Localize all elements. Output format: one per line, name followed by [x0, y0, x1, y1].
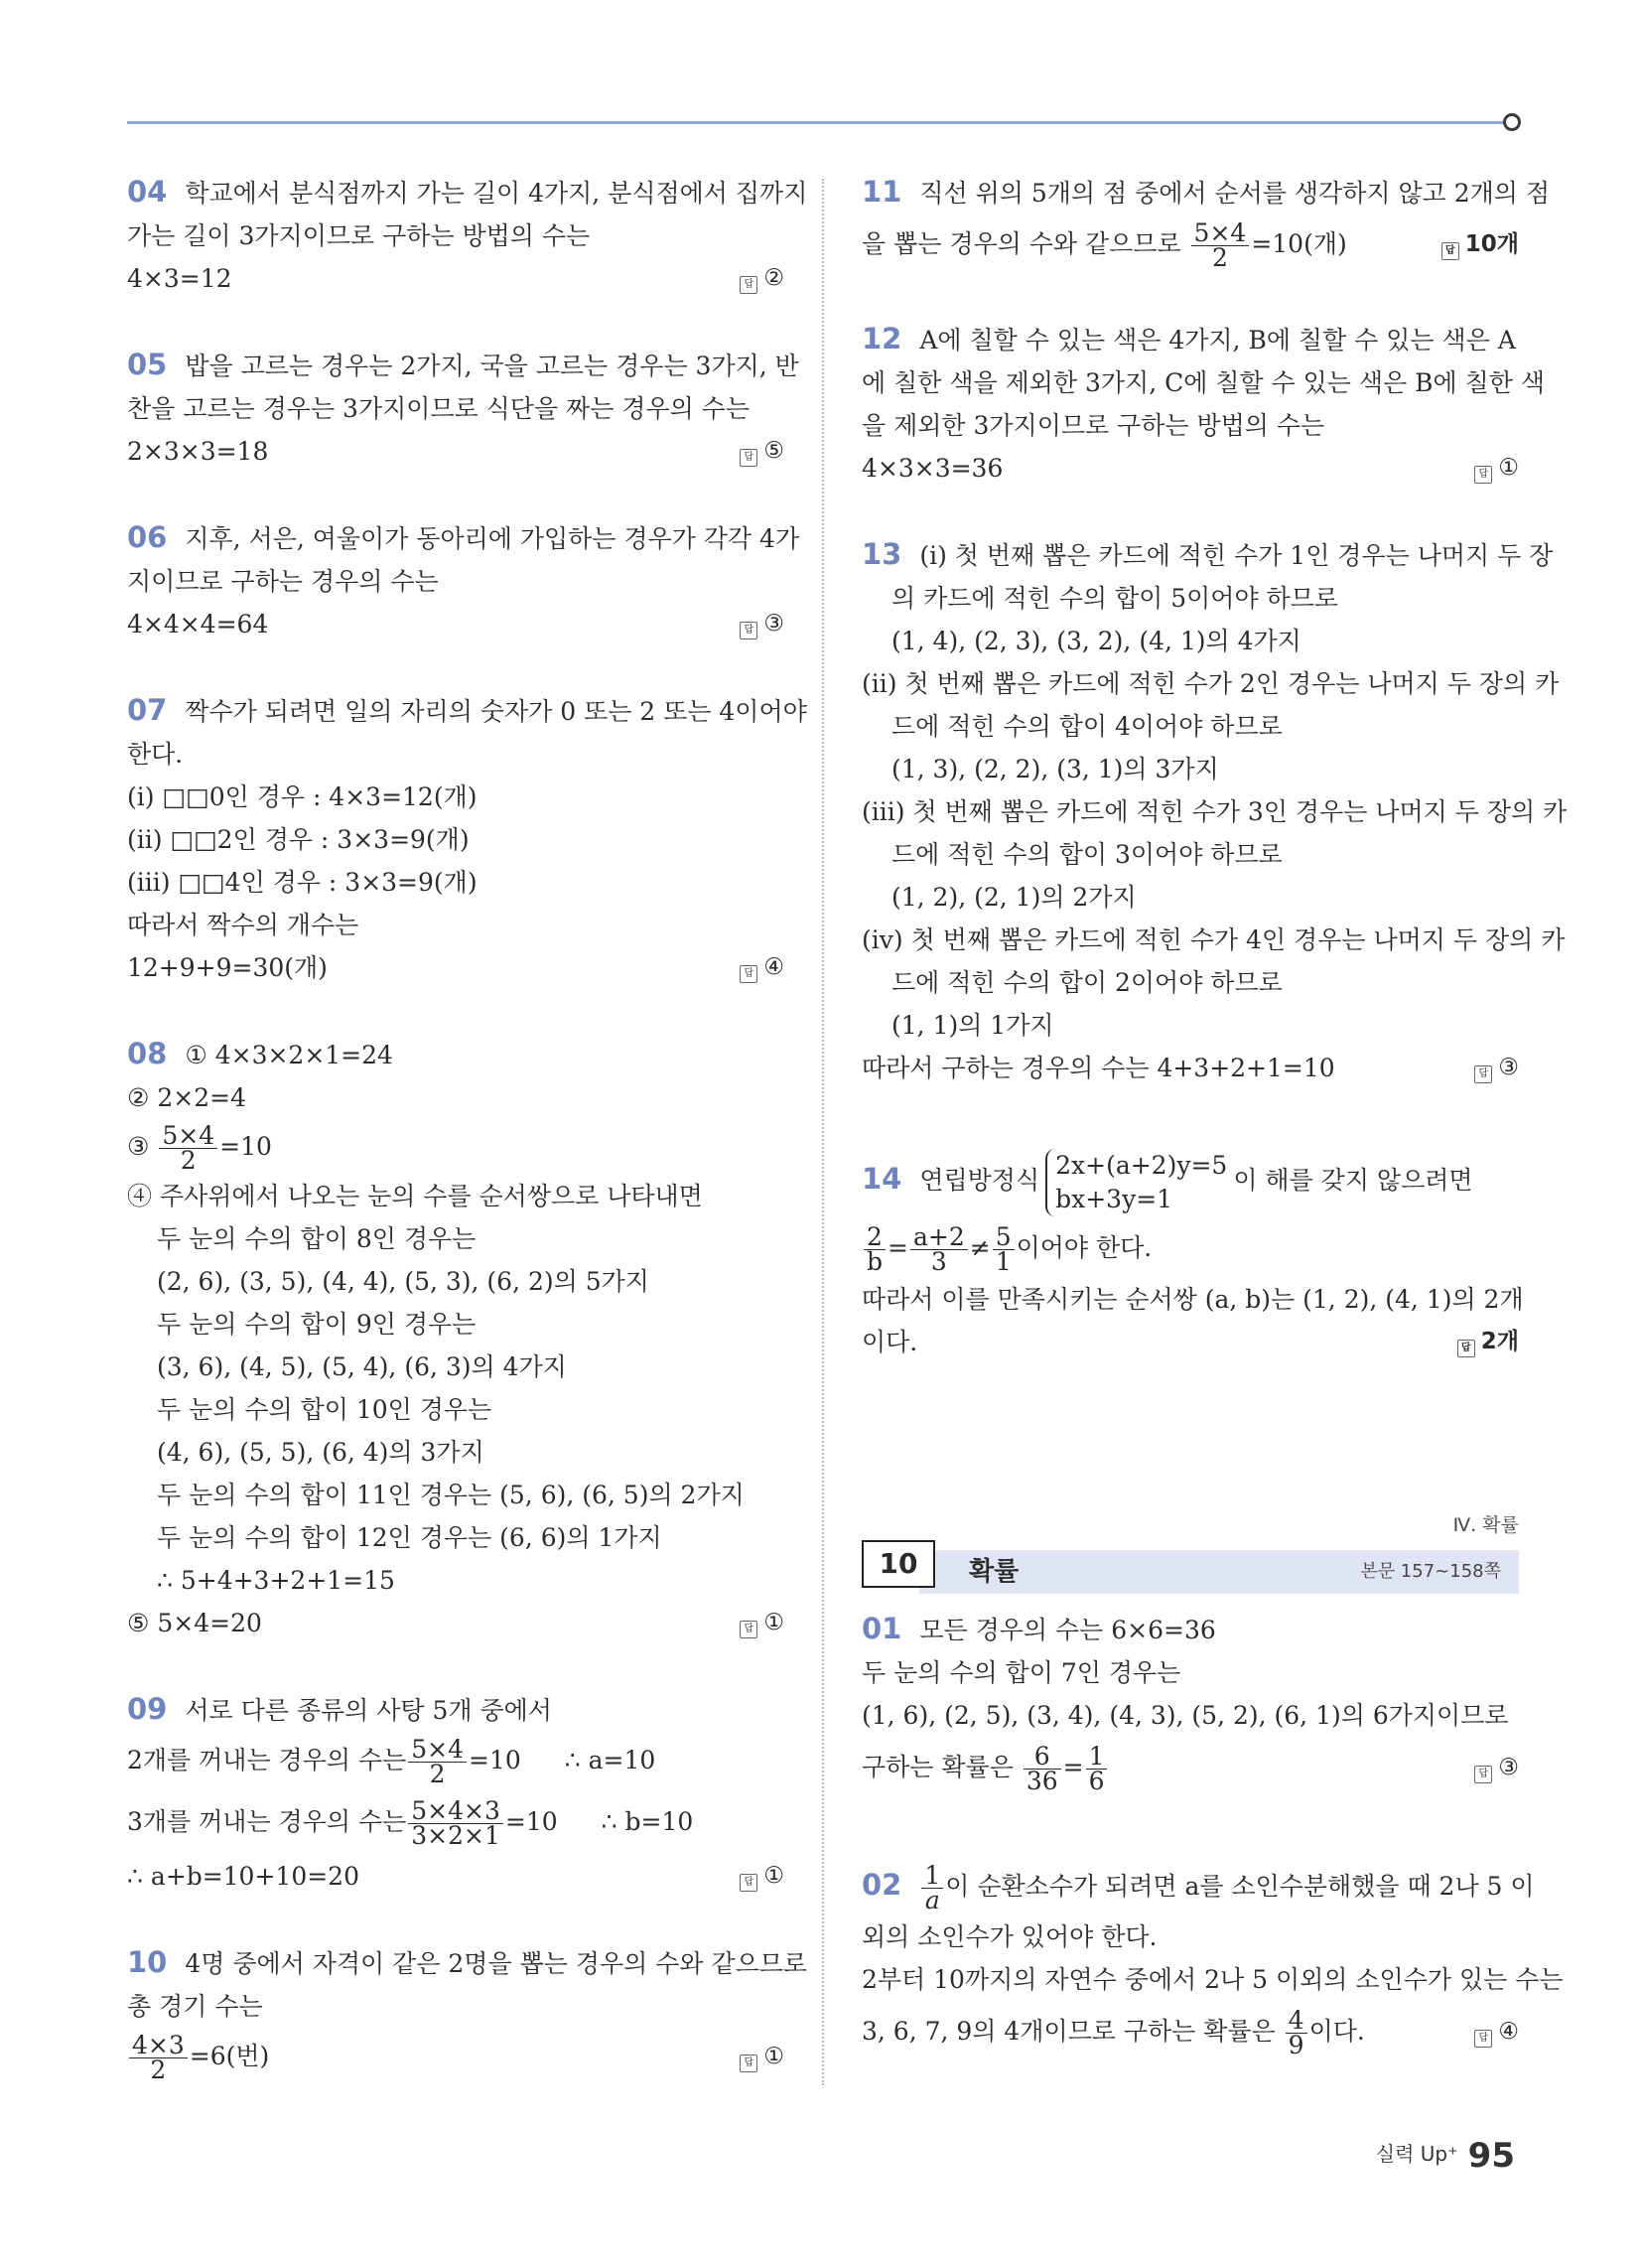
answer-badge: 답 ④	[740, 946, 784, 989]
solution-equation: 모든 경우의 수는 6×6=36	[919, 1616, 1216, 1644]
solution-text: 한다.	[127, 740, 184, 769]
answer-icon: 답	[740, 2055, 757, 2072]
answer-badge: 답 ①	[740, 1602, 784, 1644]
solution-text: 서로 다른 종류의 사탕 5개 중에서	[185, 1696, 552, 1725]
solution-text: (1, 3), (2, 2), (3, 1)의 3가지	[891, 755, 1219, 783]
problem-01: 01 모든 경우의 수는 6×6=36 두 눈의 수의 합이 7인 경우는 (1, 6), (2, 5), (3, 4), (4, 3), (5, 2), (6, 1)의 6가지이므로 구하는 확률은 $\frac{6}{36}$ = $\frac{1}{6}$ 답 ③	[862, 1608, 1519, 1798]
problem-06	[127, 516, 800, 645]
fraction: $\frac{1}{6}$	[1086, 1745, 1108, 1793]
solution-text: 드에 적힌 수의 합이 4이어야 하므로	[891, 712, 1283, 741]
solution-equation: 4×3=12	[127, 264, 232, 293]
solution-text: 을 제외한 3가지이므로 구하는 방법의 수는	[862, 411, 1325, 440]
fraction: $\frac{4\times 3}{2}$	[129, 2034, 188, 2082]
answer-badge: 답 ①	[1474, 447, 1519, 490]
fraction: $\frac{4}{9}$	[1286, 2009, 1307, 2057]
solution-text: ④ 주사위에서 나오는 눈의 수를 순서쌍으로 나타내면	[127, 1182, 703, 1210]
fraction: $\frac{5\times 4\times 3}{3\times 2\times 1}$	[408, 1799, 503, 1848]
solution-text: A에 칠할 수 있는 색은 4가지, B에 칠할 수 있는 색은 A	[919, 326, 1516, 354]
footer-label: 실력 Up⁺	[1375, 2142, 1458, 2166]
answer-badge: 답 ③	[1474, 1047, 1519, 1089]
solution-text: 따라서 짝수의 개수는	[127, 911, 359, 939]
answer-icon: 답	[1457, 1340, 1475, 1357]
solution-text: 짝수가 되려면 일의 자리의 숫자가 0 또는 2 또는 4이어야	[185, 697, 807, 726]
solution-text: 직선 위의 5개의 점 중에서 순서를 생각하지 않고 2개의 점	[919, 179, 1550, 208]
solution-equation: ∴ 5+4+3+2+1=15	[157, 1566, 395, 1595]
case-line: (ⅱ) □□2인 경우 : 3×3=9(개)	[127, 825, 470, 854]
answer-badge: 답 ①	[740, 2028, 784, 2085]
solution-equation: ⑤ 5×4=20	[127, 1609, 262, 1637]
solution-equation: 4×3×3=36	[862, 454, 1004, 483]
answer-badge: 답 2개	[1457, 1321, 1519, 1363]
problem-05	[127, 344, 799, 473]
problem-04	[127, 171, 808, 300]
case-line: (ⅰ) 첫 번째 뽑은 카드에 적힌 수가 1인 경우는 나머지 두 장	[919, 541, 1554, 570]
problem-number: 07	[127, 693, 168, 727]
fraction: $\frac{5\times 4}{2}$	[159, 1124, 217, 1173]
solution-equation: ② 2×2=4	[127, 1083, 246, 1112]
problem-number: 08	[127, 1037, 168, 1070]
solution-text: 밥을 고르는 경우는 2가지, 국을 고르는 경우는 3가지, 반	[185, 352, 799, 380]
problem-number: 14	[862, 1162, 902, 1196]
answer-badge: 답 ③	[1474, 1737, 1519, 1798]
fraction: $\frac{1}{a}$	[921, 1864, 943, 1913]
solution-text: 2부터 10까지의 자연수 중에서 2나 5 이외의 소인수가 있는 수는	[862, 1965, 1564, 1994]
solution-text: 외의 소인수가 있어야 한다.	[862, 1922, 1158, 1951]
solution-text: 총 경기 수는	[127, 1992, 263, 2021]
top-rule-dot	[1503, 113, 1521, 131]
solution-equation: 따라서 구하는 경우의 수는 4+3+2+1=10	[862, 1054, 1335, 1082]
problem-07	[127, 689, 807, 989]
answer-badge: 답 10개	[1441, 214, 1519, 274]
problem-number: 05	[127, 348, 168, 381]
problem-02: 02 $\frac{1}{a}$ 이 순환소수가 되려면 a를 소인수분해했을 때 2나 5 이 외의 소인수가 있어야 한다. 2부터 10까지의 자연수 중에서 2나 5 이외의 소인수가 있는 수는 3, 6, 7, 9의 4개이므로 구하는 확률은 $\frac{4}{9}$ 이다. 답 ④	[862, 1856, 1519, 2062]
solution-text: 두 눈의 수의 합이 11인 경우는 (5, 6), (6, 5)의 2가지	[157, 1481, 745, 1509]
answer-badge: 답 ②	[740, 257, 784, 300]
solution-text: 두 눈의 수의 합이 8인 경우는	[157, 1224, 477, 1253]
solution-text: 지후, 서은, 여울이가 동아리에 가입하는 경우가 각각 4가	[185, 524, 800, 553]
fraction: $\frac{a+2}{3}$	[910, 1225, 968, 1274]
solution-text: 두 눈의 수의 합이 7인 경우는	[862, 1658, 1181, 1687]
case-line: (ⅱ) 첫 번째 뽑은 카드에 적힌 수가 2인 경우는 나머지 두 장의 카	[862, 669, 1560, 698]
problem-number: 13	[862, 537, 902, 571]
solution-text: (4, 6), (5, 5), (6, 4)의 3가지	[157, 1438, 484, 1467]
section-header	[862, 1540, 1519, 1594]
answer-icon: 답	[1474, 1065, 1492, 1083]
problem-number: 10	[127, 1945, 168, 1979]
solution-text: 4명 중에서 자격이 같은 2명을 뽑는 경우의 수와 같으므로	[185, 1949, 808, 1978]
section-title: 확률	[969, 1557, 1020, 1587]
solution-equation: 4×4×4=64	[127, 610, 269, 638]
answer-icon: 답	[740, 1621, 757, 1638]
solution-text: (1, 4), (2, 3), (3, 2), (4, 1)의 4가지	[891, 627, 1301, 655]
answer-icon: 답	[1474, 1766, 1492, 1783]
solution-text: (1, 2), (2, 1)의 2가지	[891, 883, 1137, 912]
problem-number: 01	[862, 1612, 902, 1645]
answer-icon: 답	[1474, 466, 1492, 484]
fraction: $\frac{6}{36}$	[1024, 1745, 1061, 1793]
problem-number: 02	[862, 1868, 902, 1902]
solution-text: (1, 6), (2, 5), (3, 4), (4, 3), (5, 2), (6, 1)의 6가지이므로	[862, 1701, 1509, 1730]
solution-equation: 2×3×3=18	[127, 437, 269, 466]
solution-text: 가는 길이 3가지이므로 구하는 방법의 수는	[127, 221, 591, 250]
equation-system: 2x+(a+2)y=5 bx+3y=1	[1045, 1149, 1227, 1216]
fraction: $\frac{2}{b}$	[864, 1225, 886, 1274]
solution-text: 두 눈의 수의 합이 12인 경우는 (6, 6)의 1가지	[157, 1523, 662, 1552]
solution-equation: ① 4×3×2×1=24	[185, 1041, 393, 1069]
fraction: $\frac{5}{1}$	[993, 1225, 1015, 1274]
answer-icon: 답	[740, 965, 757, 983]
answer-icon: 답	[740, 449, 757, 467]
answer-icon: 답	[1474, 2030, 1492, 2048]
problem-11: 11 직선 위의 5개의 점 중에서 순서를 생각하지 않고 2개의 점 을 뽑는 경우의 수와 같으므로 $\frac{5\times 4}{2}$ =10(개) 답 10개	[862, 175, 1550, 272]
solution-text: 에 칠한 색을 제외한 3가지, C에 칠할 수 있는 색은 B에 칠한 색	[862, 368, 1546, 397]
answer-icon: 답	[740, 622, 757, 639]
problem-number: 12	[862, 322, 902, 355]
case-line: (ⅰ) □□0인 경우 : 4×3=12(개)	[127, 782, 478, 811]
case-line: (ⅳ) 첫 번째 뽑은 카드에 적힌 수가 4인 경우는 나머지 두 장의 카	[862, 925, 1566, 954]
answer-badge: 답 ③	[740, 603, 784, 645]
section-number: 10	[862, 1540, 935, 1588]
left-column	[127, 171, 808, 2129]
answer-icon: 답	[740, 1874, 757, 1892]
problem-number: 09	[127, 1692, 168, 1726]
section-reference: 본문 157~158쪽	[1360, 1561, 1501, 1582]
solution-text: 찬을 고르는 경우는 3가지이므로 식단을 짜는 경우의 수는	[127, 394, 750, 423]
solution-text: 두 눈의 수의 합이 9인 경우는	[157, 1310, 477, 1339]
solution-text: (2, 6), (3, 5), (4, 4), (5, 3), (6, 2)의 5가지	[157, 1267, 649, 1296]
answer-badge: 답 ①	[740, 1855, 784, 1898]
solution-text: 두 눈의 수의 합이 10인 경우는	[157, 1395, 492, 1424]
chapter-label: Ⅳ. 확률	[1452, 1514, 1519, 1536]
problem-number: 11	[862, 175, 902, 209]
problem-12	[862, 318, 1546, 490]
case-line: (ⅲ) □□4인 경우 : 3×3=9(개)	[127, 868, 478, 897]
solution-text: (3, 6), (4, 5), (5, 4), (6, 3)의 4가지	[157, 1352, 567, 1381]
fraction: $\frac{5\times 4}{2}$	[1191, 221, 1250, 270]
right-column	[862, 171, 1568, 2106]
problem-10: 10 4명 중에서 자격이 같은 2명을 뽑는 경우의 수와 같으므로 총 경기 수는 $\frac{4\times 3}{2}$ =6(번) 답 ①	[127, 1945, 808, 2084]
fraction: $\frac{5\times 4}{2}$	[408, 1738, 467, 1786]
answer-icon: 답	[740, 276, 757, 294]
solution-text: 드에 적힌 수의 합이 2이어야 하므로	[891, 968, 1283, 997]
problem-09: 09 서로 다른 종류의 사탕 5개 중에서 2개를 꺼내는 경우의 수는 $\frac{5\times 4}{2}$ =10 ∴ a=10 3개를 꺼내는 경우의 수는 $\frac{5\times 4\times 3}{3\times 2\times 1}$ =10 ∴ b=10 ∴ a+b=10+10=20 답 ①	[127, 1688, 784, 1898]
problem-number: 06	[127, 520, 168, 554]
solution-text: 따라서 이를 만족시키는 순서쌍 (a, b)는 (1, 2), (4, 1)의 2개	[862, 1285, 1524, 1314]
problem-13	[862, 533, 1568, 1089]
solution-text: (1, 1)의 1가지	[891, 1011, 1054, 1040]
page-footer	[1376, 2133, 1515, 2180]
answer-badge: 답 ⑤	[740, 430, 784, 473]
solution-text: 지이므로 구하는 경우의 수는	[127, 567, 439, 596]
column-divider	[822, 179, 824, 2085]
solution-equation: ∴ a+b=10+10=20	[127, 1862, 359, 1891]
solution-text: 학교에서 분식점까지 가는 길이 4가지, 분식점에서 집까지	[185, 179, 808, 208]
case-line: (ⅲ) 첫 번째 뽑은 카드에 적힌 수가 3인 경우는 나머지 두 장의 카	[862, 797, 1568, 826]
solution-equation: 12+9+9=30(개)	[127, 953, 328, 982]
answer-icon: 답	[1441, 242, 1459, 260]
problem-14: 14 연립방정식 2x+(a+2)y=5 bx+3y=1 이 해를 갖지 않으려면 $\frac{2}{b}$ = $\frac{a+2}{3}$ ≠ $\frac{5}{1}$ 이어야 한다. 따라서 이를 만족시키는 순서쌍 (a, b)는 (1, 2), (4, 1)의 2개 이다. 답 2개	[862, 1141, 1519, 1363]
solution-text: 의 카드에 적힌 수의 합이 5이어야 하므로	[891, 584, 1338, 613]
top-rule	[127, 121, 1515, 124]
answer-badge: 답 ④	[1474, 2001, 1519, 2062]
page-number: 95	[1467, 2136, 1515, 2176]
problem-08: 08 ① 4×3×2×1=24 ② 2×2=4 ③ $\frac{5\times 4}{2}$ =10 ④ 주사위에서 나오는 눈의 수를 순서쌍으로 나타내면 두 눈의 수의 합이 8인 경우는 (2, 6), (3, 5), (4, 4), (5, 3), (6, 2)의 5가지 두 눈의 수의 합이 9인 경우는 (3, 6), (4, 5), (5, 4), (6, 3)의 4가지 두 눈의 수의 합이 10인 경우는 (4, 6), (5, 5), (6, 4)의 3가지 두 눈의 수의 합이 11인 경우는 (5, 6), (6, 5)의 2가지 두 눈의 수의 합이 12인 경우는 (6, 6)의 1가지 ∴ 5+4+3+2+1=15 ⑤ 5×4=20 답 ①	[127, 1033, 784, 1644]
problem-number: 04	[127, 175, 168, 209]
solution-text: 이다.	[862, 1328, 918, 1356]
solution-text: 드에 적힌 수의 합이 3이어야 하므로	[891, 840, 1283, 869]
